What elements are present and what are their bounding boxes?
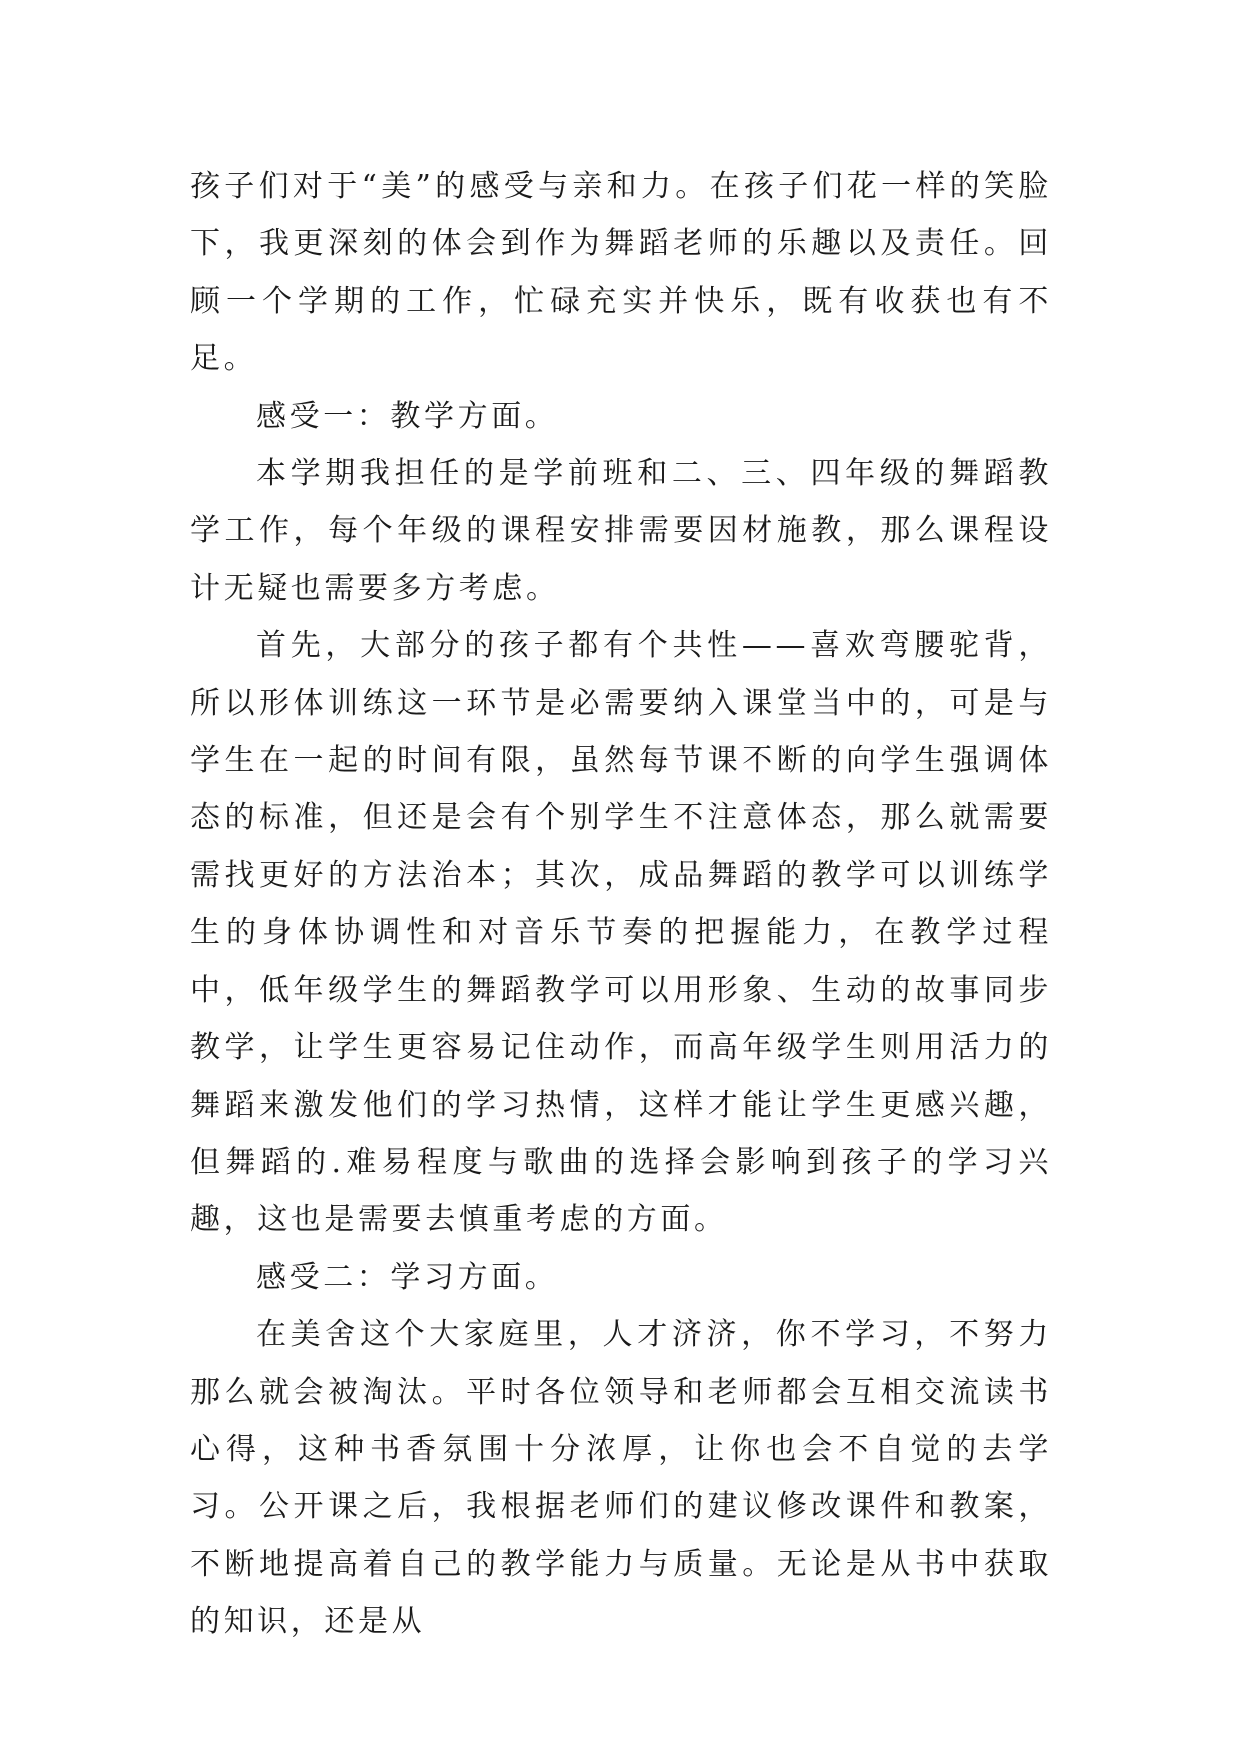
paragraph-teaching-details: 首先，大部分的孩子都有个共性——喜欢弯腰驼背，所以形体训练这一环节是必需要纳入课堂当中的，可是与学生在一起的时间有限，虽然每节课不断的向学生强调体态的标准，但还是会有个别学生不注意体态，那么就需要需找更好的方法治本；其次，成品舞蹈的教学可以训练学生的身体协调性和对音乐节奏的把握能力，在教学过程中，低年级学生的舞蹈教学可以用形象、生动的故事同步教学，让学生更容易记住动作，而高年级学生则用活力的舞蹈来激发他们的学习热情，这样才能让学生更感兴趣，但舞蹈的.难易程度与歌曲的选择会影响到孩子的学习兴趣，这也是需要去慎重考虑的方面。 bbox=[190, 628, 1052, 1238]
paragraph-learning: 在美舍这个大家庭里，人才济济，你不学习，不努力那么就会被淘汰。平时各位领导和老师都会互相交流读书心得，这种书香氛围十分浓厚，让你也会不自觉的去学习。公开课之后，我根据老师们的建议修改课件和教案，不断地提高着自己的教学能力与质量。无论是从书中获取的知识，还是从 bbox=[190, 1317, 1052, 1640]
paragraph-continuation: 孩子们对于“美”的感受与亲和力。在孩子们花一样的笑脸下，我更深刻的体会到作为舞蹈老师的乐趣以及责任。回顾一个学期的工作，忙碌充实并快乐，既有收获也有不足。 bbox=[190, 169, 1052, 377]
heading-feeling-two: 感受二：学习方面。 bbox=[256, 1259, 559, 1295]
heading-feeling-one: 感受一：教学方面。 bbox=[256, 398, 559, 434]
document-body bbox=[190, 158, 1052, 1651]
paragraph-teaching-assignment: 本学期我担任的是学前班和二、三、四年级的舞蹈教学工作，每个年级的课程安排需要因材施教，那么课程设计无疑也需要多方考虑。 bbox=[190, 456, 1052, 606]
